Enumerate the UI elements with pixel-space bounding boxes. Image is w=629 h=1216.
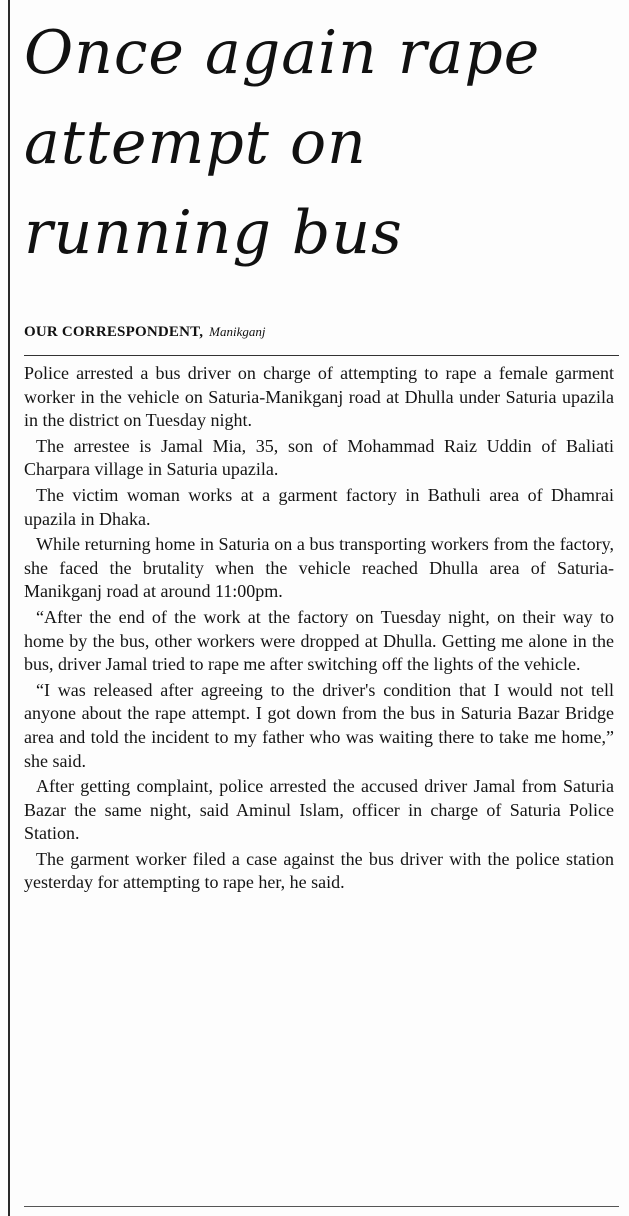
- article-body: [24, 362, 614, 897]
- byline-divider: [24, 355, 619, 356]
- article-paragraph: “After the end of the work at the factory on Tuesday night, on their way to home by the bus, other workers were dropped at Dhulla. Getting me alone in the bus, driver Jamal tried to rape me after switching off the lights of the vehicle.: [24, 606, 614, 675]
- byline: [24, 323, 266, 341]
- article-paragraph: The arrestee is Jamal Mia, 35, son of Mohammad Raiz Uddin of Baliati Charpara village in Saturia upazila.: [24, 435, 614, 480]
- headline: [24, 8, 624, 278]
- column-rule: [8, 0, 10, 1216]
- headline-line: Once again rape: [24, 18, 541, 88]
- article-paragraph: Police arrested a bus driver on charge of attempting to rape a female garment worker in the vehicle on Saturia-Manikganj road at Dhulla under Saturia upazila in the district on Tuesday night.: [24, 363, 614, 431]
- article-paragraph: After getting complaint, police arrested the accused driver Jamal from Saturia Bazar the same night, said Aminul Islam, officer in charge of Saturia Police Station.: [24, 776, 614, 844]
- headline-line: attempt on: [24, 108, 367, 178]
- article-paragraph: The garment worker filed a case against the bus driver with the police station yesterday for attempting to rape her, he said.: [24, 848, 614, 893]
- article-paragraph: “I was released after agreeing to the driver's condition that I would not tell anyone about the rape attempt. I got down from the bus in Saturia Bazar Bridge area and told the incident to my father who was waiting there to take me home,” she said.: [24, 679, 614, 771]
- article-paragraph: While returning home in Saturia on a bus transporting workers from the factory, she faced the brutality when the vehicle reached Dhulla area of Saturia-Manikganj road at around 11:00pm.: [24, 534, 614, 602]
- byline-correspondent: OUR CORRESPONDENT,: [24, 324, 204, 340]
- byline-location: Manikganj: [209, 324, 266, 339]
- headline-line: running bus: [24, 198, 403, 268]
- bottom-divider: [24, 1206, 619, 1207]
- article-paragraph: The victim woman works at a garment factory in Bathuli area of Dhamrai upazila in Dhaka.: [24, 484, 614, 529]
